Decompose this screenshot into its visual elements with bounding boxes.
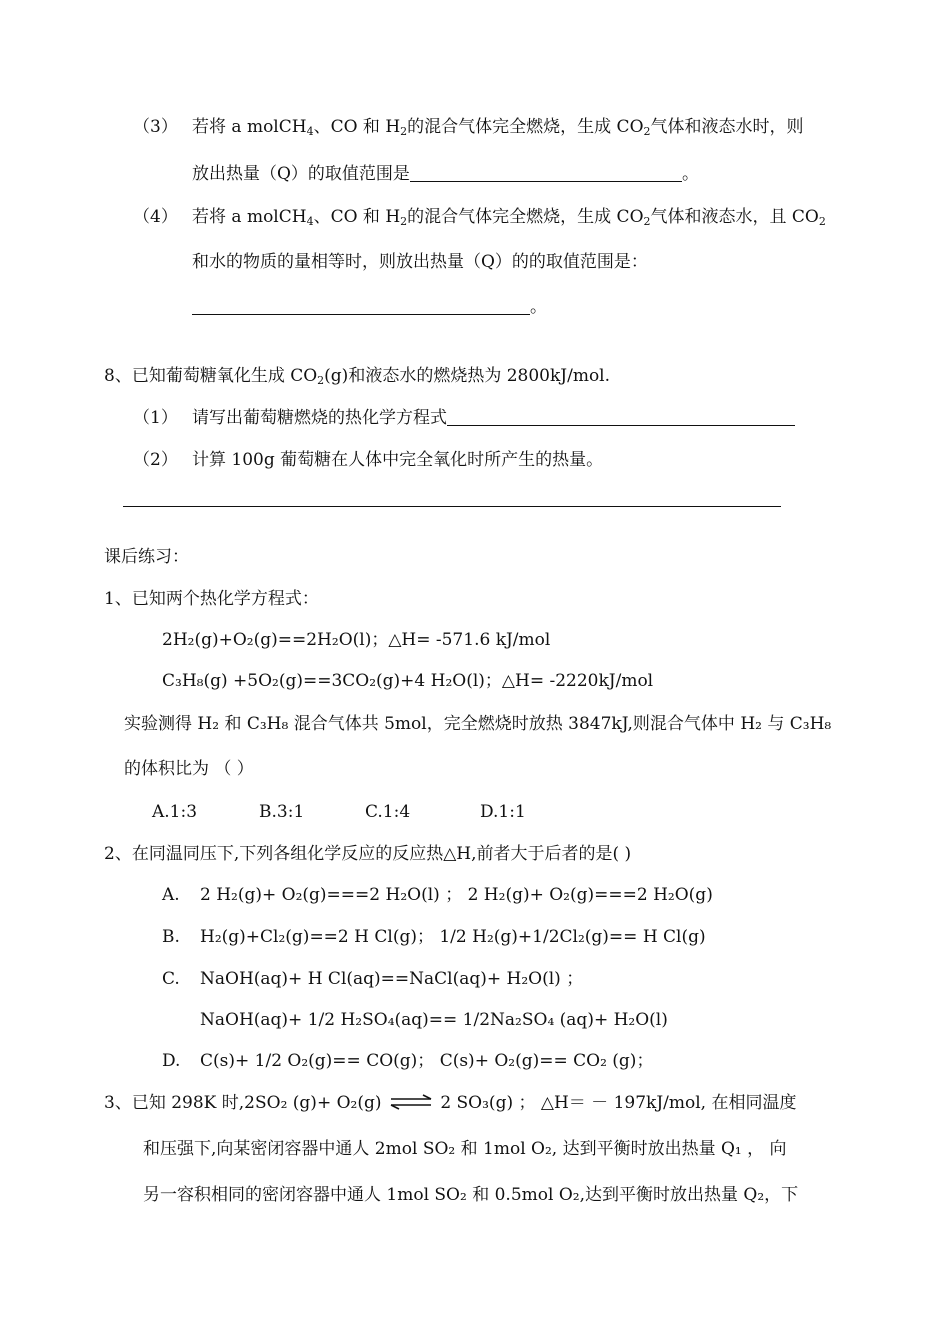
ex3-line3: 另一容积相同的密闭容器中通人 1mol SO₂ 和 0.5mol O₂,达到平衡时放出热量 Q₂，下: [143, 1185, 799, 1205]
q8-p1-line: 请写出葡萄糖燃烧的热化学方程式: [192, 407, 795, 429]
ex2-option-c-text2: NaOH(aq)+ 1/2 H₂SO₄(aq)== 1/2Na₂SO₄ (aq)+ H₂O(l): [200, 1010, 668, 1030]
ex2-option-c-label[interactable]: C.: [162, 969, 180, 989]
answer-blank[interactable]: [410, 163, 682, 182]
answer-blank[interactable]: [192, 296, 530, 315]
q7-p3-line1: 若将 a molCH$_4$、CO 和 $H_2$的混合气体完全燃烧，生成 $CO_2$气体和液态水时，则: [192, 117, 804, 138]
q7-p3-number: （3）: [133, 117, 178, 137]
ex2-option-a-label[interactable]: A.: [162, 885, 180, 905]
q8-stem: 8、已知葡萄糖氧化生成 $CO_2(g)$和液态水的燃烧热为 2800kJ/mol.: [104, 366, 611, 387]
ex1-text2: 的体积比为 （ ）: [124, 759, 254, 779]
q8-p1-number: （1）: [133, 408, 178, 428]
q8-p2-number: （2）: [133, 450, 178, 470]
ex2-option-c-text1: NaOH(aq)+ H Cl(aq)==NaCl(aq)+ H₂O(l) ；: [200, 969, 584, 989]
q7-p4-line3: 。: [192, 296, 547, 318]
q7-p4-line2: 和水的物质的量相等时，则放出热量（Q）的的取值范围是：: [192, 252, 648, 272]
ex2-stem: 2、在同温同压下,下列各组化学反应的反应热△H,前者大于后者的是( ): [104, 844, 632, 864]
ex3-line2: 和压强下,向某密闭容器中通人 2mol SO₂ 和 1mol O₂, 达到平衡时放出热量 Q₁ ， 向: [143, 1139, 787, 1159]
ex1-option-d[interactable]: D.1:1: [480, 802, 526, 822]
ex2-option-a-text: 2 H₂(g)+ O₂(g)===2 H₂O(l) ； 2 H₂(g)+ O₂(g)===2 H₂O(g): [200, 885, 713, 905]
q8-p2-line: 计算 100g 葡萄糖在人体中完全氧化时所产生的热量。: [192, 450, 604, 470]
ex2-option-b-text: H₂(g)+Cl₂(g)==2 H Cl(g)； 1/2 H₂(g)+1/2Cl₂(g)== H Cl(g): [200, 927, 706, 947]
section-title: 课后练习：: [104, 547, 189, 567]
q7-p4-line1: 若将 a molCH$_4$、CO 和 $H_2$的混合气体完全燃烧，生成 $CO_2$气体和液态水，且 $CO_2$: [192, 207, 826, 228]
ex1-stem: 1、已知两个热化学方程式：: [104, 589, 319, 609]
ex2-option-d-text: C(s)+ 1/2 O₂(g)== CO(g)； C(s)+ O₂(g)== CO₂ (g)；: [200, 1051, 654, 1071]
ex1-eq2: C₃H₈(g) +5O₂(g)==3CO₂(g)+4 H₂O(l)；△H= -2220kJ/mol: [162, 671, 654, 691]
ex2-option-b-label[interactable]: B.: [162, 927, 180, 947]
q7-p4-number: （4）: [133, 207, 178, 227]
ex3-line1: 3、已知 298K 时,2SO₂ (g)+ O₂(g) 2 SO₃(g) ； △H＝ － 197kJ/mol, 在相同温度: [104, 1093, 797, 1113]
answer-line[interactable]: [123, 506, 781, 507]
ex1-option-a[interactable]: A.1:3: [152, 802, 198, 822]
ex1-option-b[interactable]: B.3:1: [259, 802, 305, 822]
ex1-eq1: 2H₂(g)+O₂(g)==2H₂O(l)；△H= -571.6 kJ/mol: [162, 630, 551, 650]
ex1-text1: 实验测得 H₂ 和 C₃H₈ 混合气体共 5mol，完全燃烧时放热 3847kJ,则混合气体中 H₂ 与 C₃H₈: [124, 714, 832, 734]
ex1-option-c[interactable]: C.1:4: [365, 802, 411, 822]
answer-blank[interactable]: [447, 407, 795, 426]
equilibrium-arrow-icon: [387, 1094, 435, 1110]
ex2-option-d-label[interactable]: D.: [162, 1051, 181, 1071]
q7-p3-line2: 放出热量（Q）的取值范围是 。: [192, 164, 699, 184]
